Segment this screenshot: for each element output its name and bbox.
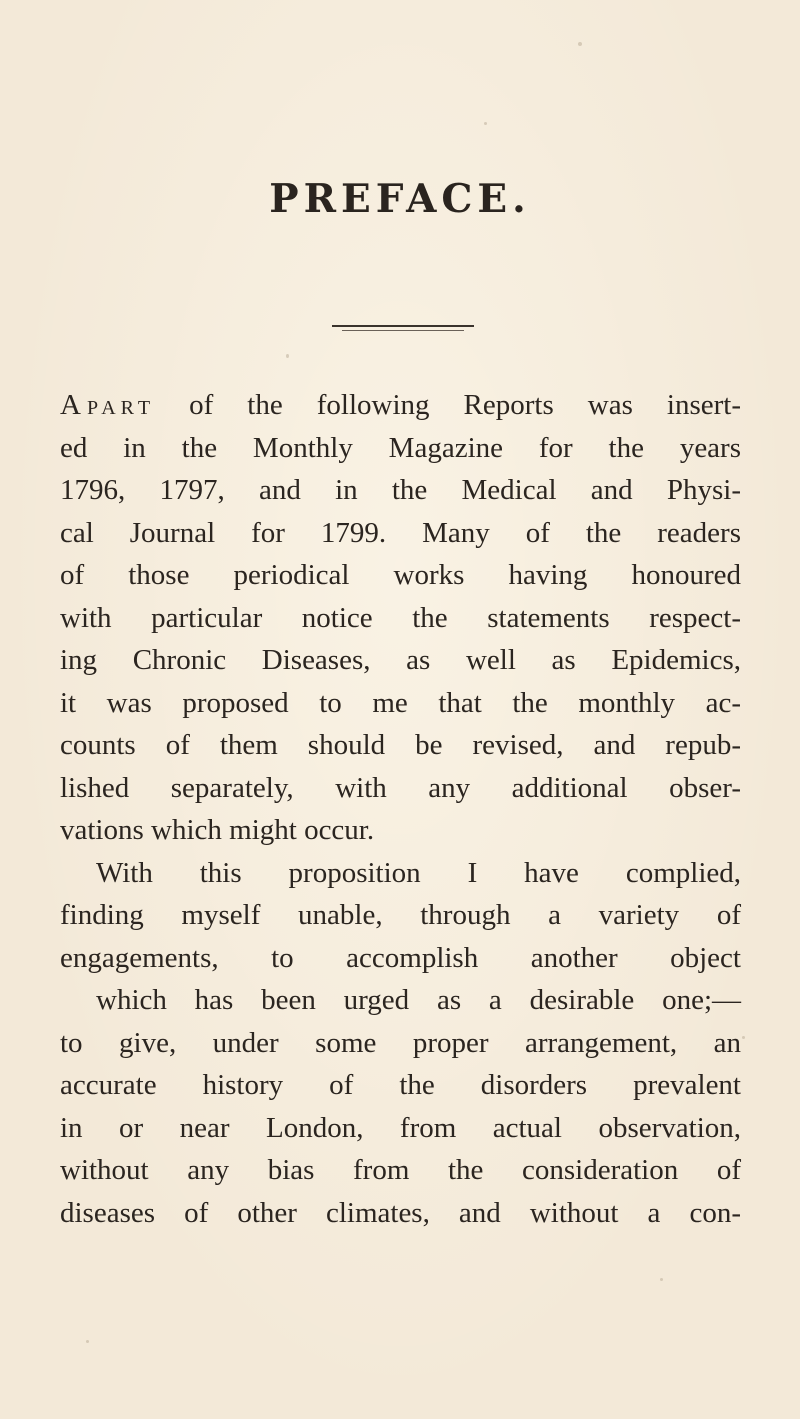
text-line-20: diseases of other climates, and without a con- (60, 1196, 741, 1229)
paper-speck (286, 354, 289, 358)
text-line-7: ing Chronic Diseases, as well as Epidemics, (60, 644, 741, 676)
text-line-10: lished separately, with any additional obser- (60, 771, 741, 804)
text-line-2: ed in the Monthly Magazine for the years (60, 431, 741, 464)
page-title: PREFACE. (269, 176, 531, 222)
text-line-6: with particular notice the statements respect- (60, 601, 741, 634)
text-line-13: finding myself unable, through a variety of (60, 899, 741, 931)
text-line-4: cal Journal for 1799. Many of the readers (60, 516, 741, 549)
text-line-12: With this proposition I have complied, (96, 856, 741, 889)
text-line-9: counts of them should be revised, and repub- (60, 729, 741, 761)
text-line-14: engagements, to accomplish another object (60, 941, 741, 974)
paper-speck (578, 42, 582, 46)
text-line-15: which has been urged as a desirable one;— (96, 984, 741, 1016)
paper-speck (660, 1278, 663, 1281)
text-line-18: in or near London, from actual observation, (60, 1111, 741, 1144)
text-line-1 (60, 384, 741, 427)
text-line-11: vations which might occur. (60, 814, 375, 846)
text-line-5: of those periodical works having honoured (60, 559, 741, 591)
paper-speck (484, 122, 487, 125)
text-line-16: to give, under some proper arrangement, an (60, 1026, 741, 1059)
preface-body (60, 384, 741, 1234)
text-line-3: 1796, 1797, and in the Medical and Physi- (60, 474, 741, 506)
text-line-19: without any bias from the consideration of (60, 1154, 741, 1186)
text-line: of the following Reports was insert- (155, 389, 741, 421)
paper-speck (86, 1340, 89, 1343)
paper-speck (742, 1036, 745, 1039)
lead-small-caps: PART (86, 397, 156, 419)
text-line-17: accurate history of the disorders prevalent (60, 1069, 741, 1101)
text-line-8: it was proposed to me that the monthly ac- (60, 686, 741, 719)
title-divider-rule (332, 325, 474, 327)
lead-capital: A (60, 389, 81, 421)
